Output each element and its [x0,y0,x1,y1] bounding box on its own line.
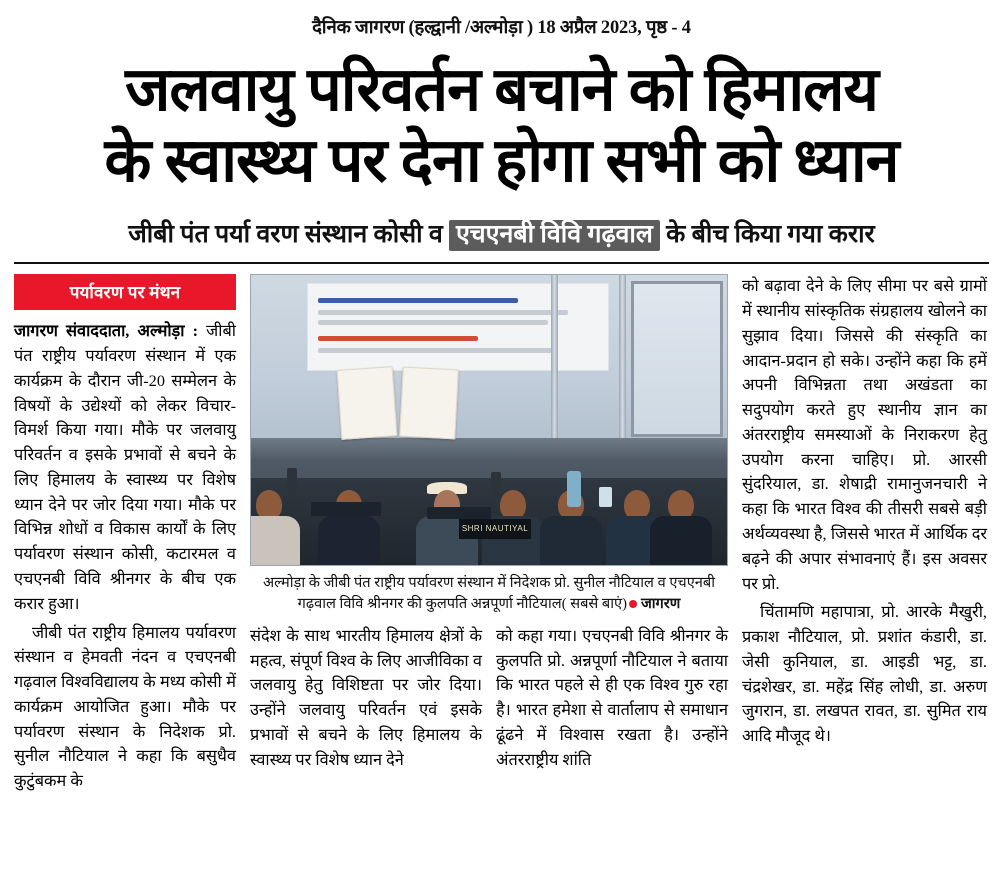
subheadline-before: जीबी पंत पर्या वरण संस्थान कोसी व [128,221,443,249]
right-column-text [742,274,987,749]
bullet-dot-icon [629,600,637,608]
middle-right-text: को कहा गया। एचएनबी विवि श्रीनगर के कुलपति प्रो. अन्नपूर्णा नौटियाल ने बताया कि भारत पहले से ही एक विश्व गुरु रहा है। भारत हमेशा से वार्तालाप से समाधान ढूंढने में विश्वास रखता है। उन्होंने अंतरराष्ट्रीय शांति [496,625,728,769]
byline: जागरण संवाददाता, अल्मोड़ा : [14,321,199,341]
masthead-line: दैनिक जागरण (हल्द्वानी /अल्मोड़ा ) 18 अप्रैल 2023, पृष्ठ - 4 [312,18,691,38]
right-column [742,274,987,794]
middle-subcolumn-right [496,624,728,773]
photo-agreement-document [337,366,398,440]
left-column-text [14,319,236,794]
middle-subcolumn-left [250,624,482,773]
headline-line-1: जलवायु परिवर्तन बचाने को हिमालय [125,57,878,124]
photo-agreement-document [399,366,459,439]
photo-microphone [491,472,501,502]
headline-line-2: के स्वास्थ्य पर देना होगा सभी को ध्यान [104,127,899,195]
photo-glass [599,487,612,507]
article-columns [14,274,989,794]
headline [14,59,989,194]
news-photo [250,274,728,566]
photo-notepad [311,502,381,516]
photo-notepad [427,507,491,519]
photo-block [250,274,728,614]
middle-text-columns [250,624,728,773]
middle-column [250,274,728,794]
photo-window [631,281,723,437]
photo-nameplate: SHRI NAUTIYAL [459,519,531,539]
right-paragraph-1: को बढ़ावा देने के लिए सीमा पर बसे ग्रामों में स्थानीय सांस्कृतिक संग्रहालय खोलने का सुझाव दिया। जिससे की संस्कृति का आदान-प्रदान हो सके। उन्होंने कहा कि हमें अपनी विभिन्नता तथा अखंडता का सदुपयोग करते हुए स्थानीय ज्ञान का अंतरराष्ट्रीय समस्याओं के निराकरण हेतु उपयोग करना चाहिए। प्रो. आरसी सुंदरियाल, डा. शेषाद्री रामानुजनचारी ने कहा कि भारत विश्व की तीसरी सबसे बड़ी अर्थव्यवस्था है, जिससे भारत में आर्थिक दर बढ़ने की अपार संभावनाएं हैं। इस अवसर पर प्रो. [742,276,987,593]
subheadline-after: के बीच किया गया करार [666,221,875,249]
photo-caption [250,573,728,614]
photo-water-bottle [567,471,581,507]
left-paragraph-1-text: जीबी पंत राष्ट्रीय पर्यावरण संस्थान में एक कार्यक्रम के दौरान जी-20 सम्मेलन के विषयों के उद्येश्यों को लेकर विचार-विमर्श किया गया। मौके पर जलवायु परिवर्तन व इसके प्रभावों से बचने के लिए हिमालय के स्वास्थ्य पर विशेष ध्यान देने पर जोर दिया गया। मौके पर विभिन्न शोधों व विकास कार्यों के लिए पर्यावरण संस्थान कोसी, कटारमल व एचएनबी विवि श्रीनगर के बीच एक करार हुआ। [14,321,236,613]
photo-credit: जागरण [640,596,681,613]
photo-pipe [619,275,626,449]
left-paragraph-1 [14,319,236,616]
section-tag: पर्यावरण पर मंथन [14,274,236,310]
photo-caption-text: अल्मोड़ा के जीबी पंत राष्ट्रीय पर्यावरण संस्थान में निदेशक प्रो. सुनील नौटियाल व एचएनबी गढ़वाल विवि श्रीनगर की कुलपति अन्नपूर्णा नौटियाल( सबसे बाएं) [263,575,715,613]
photo-backdrop-banner [307,283,609,371]
horizontal-divider [14,262,989,264]
photo-pipe [551,275,558,449]
subheadline [14,220,989,250]
left-column [14,274,236,794]
left-paragraph-2: जीबी पंत राष्ट्रीय हिमालय पर्यावरण संस्थान व हेमवती नंदन व एचएनबी गढ़वाल विश्वविद्यालय के मध्य कोसी में कार्यक्रम आयोजित हुआ। मौके पर पर्यावरण संस्थान के निदेशक प्रो. सुनील नौटियाल ने कहा कि बसुधैव कुटुंबकम के [14,622,236,791]
photo-microphone [287,468,297,502]
middle-left-text: संदेश के साथ भारतीय हिमालय क्षेत्रों के महत्व, संपूर्ण विश्व के लिए आजीविका व जलवायु हेतु विशिष्टता पर जोर दिया। उन्होंने जलवायु परिवर्तन एवं इसके प्रभावों से बचने के लिए हिमालय के स्वास्थ्य पर विशेष ध्यान देने [250,625,482,769]
right-paragraph-2: चिंतामणि महापात्रा, प्रो. आरके मैखुरी, प्रकाश नौटियाल, प्रो. प्रशांत कंडारी, डा. जेसी कुनियाल, डा. आइडी भट्ट, डा. चंद्रशेखर, डा. महेंद्र सिंह लोधी, डा. अरुण जुगरान, डा. लखपत रावत, डा. सुमित राय आदि मौजूद थे। [742,602,987,746]
subheadline-highlight: एचएनबी विवि गढ़वाल [449,220,660,251]
